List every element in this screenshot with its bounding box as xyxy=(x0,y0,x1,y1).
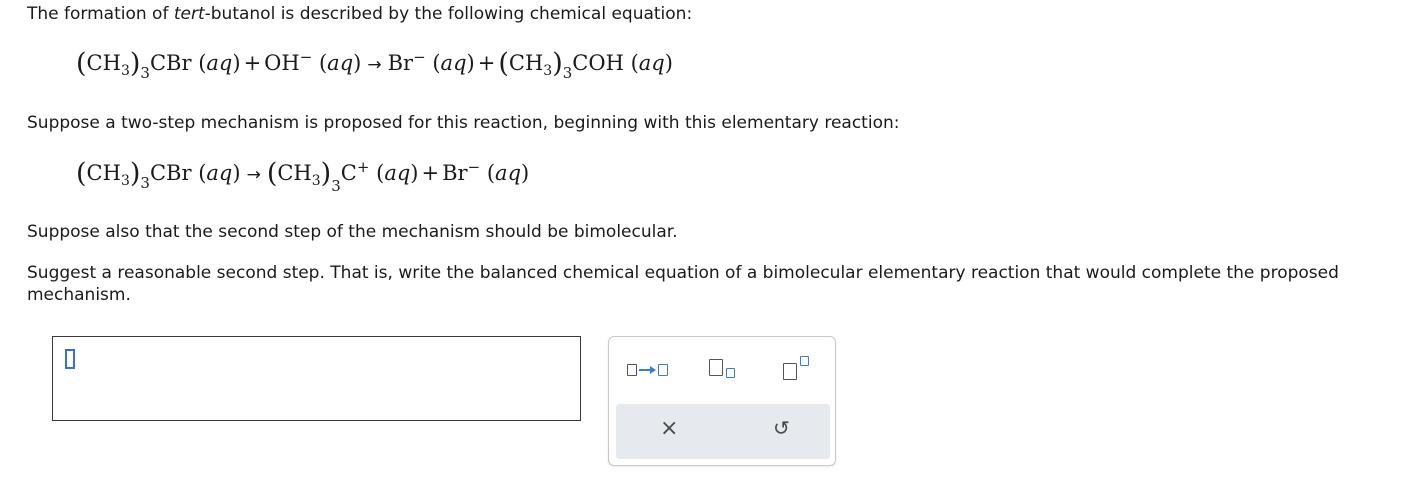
undo-icon[interactable]: ↺ xyxy=(773,416,790,440)
reaction-arrow: → xyxy=(367,55,382,75)
intro-text-before: The formation of xyxy=(27,4,174,24)
answer-input[interactable] xyxy=(52,336,581,421)
intro-text-after: -butanol is described by the following chemical equation: xyxy=(204,4,693,24)
elementary-equation: $(CH_3)_3CBr$ $(aq) \to (CH_3)_3C^+$ (aq) + Br− (aq) xyxy=(76,158,530,195)
equation-toolbox xyxy=(608,336,836,466)
mechanism-text: Suppose a two-step mechanism is proposed for this reaction, beginning with this elementary reaction: xyxy=(27,113,900,133)
superscript-icon[interactable] xyxy=(783,355,817,383)
intro-text xyxy=(27,3,692,25)
reaction-arrow: → xyxy=(246,165,261,185)
clear-icon[interactable]: × xyxy=(660,416,679,441)
toolbox-action-bar xyxy=(616,404,830,459)
subscript-icon[interactable] xyxy=(709,357,743,383)
input-cursor-placeholder xyxy=(65,349,75,369)
bimolecular-text: Suppose also that the second step of the mechanism should be bimolecular. xyxy=(27,222,678,242)
reaction-arrow-icon[interactable] xyxy=(627,361,675,381)
intro-text-italic: tert xyxy=(173,4,205,24)
overall-equation: $(CH_3)_3CBr$ (aq) + OH− (aq) → Br− $(aq) + (CH_3)_3COH$ (aq) xyxy=(76,48,673,82)
suggest-text: Suggest a reasonable second step. That is, write the balanced chemical equation of a bimolecular elementary reaction that would complete the proposed mechanism. xyxy=(27,263,1339,305)
